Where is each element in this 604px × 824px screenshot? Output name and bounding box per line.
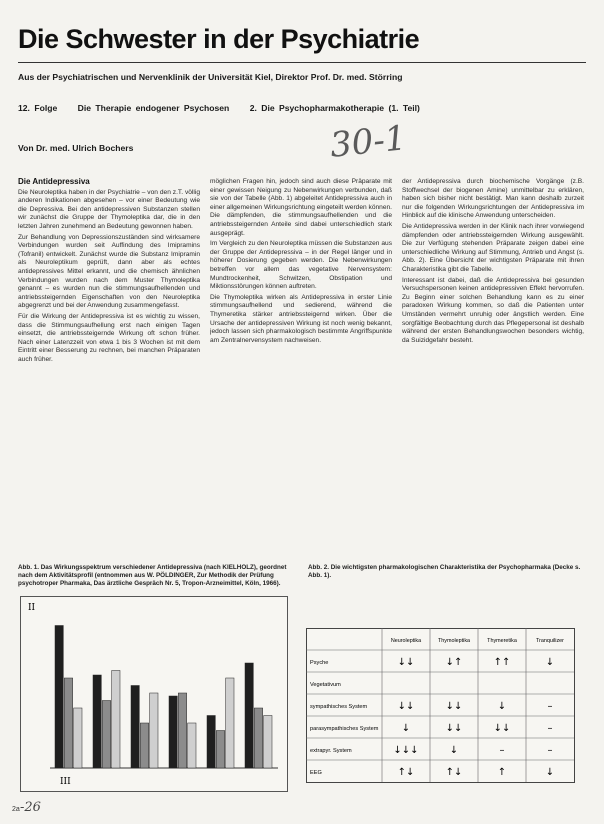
article-title: Die Schwester in der Psychiatrie (18, 24, 420, 54)
effect-arrow: – (547, 701, 553, 712)
section-heading: Die Antidepressiva (18, 178, 90, 186)
effect-arrow: ↓ (497, 701, 507, 712)
figure2-caption: Abb. 2. Die wichtigsten pharmakologischen Charakteristika der Psychopharmaka (Decke s. Abb. 1). (308, 564, 581, 580)
column-header: Neuroleptika (390, 638, 422, 644)
bar (102, 701, 110, 769)
roman-label: III (60, 777, 71, 787)
effect-arrow: ↓ (545, 657, 555, 668)
figure1-bar-chart (20, 596, 288, 792)
row-label: EEG (310, 770, 322, 776)
effect-arrow: ↓ (401, 723, 411, 734)
paragraph: Zur Behandlung von Depressionszuständen sind wirksamere Verbindungen wurden seit Auffindung des Imipramins (Tofranil) entwickelt. Zunächst wurde die Substanz Imipramin als Neuroleptikum geprüft, dann aber als echtes antidepressives Mittel erkannt, und die chemisch ähnlichen Verbindungen wurden nach dem Muster Thymoleptika genannt – es wurden nun die stimmungsaufhellenden und antriebssteigernden Eigenschaften von den Neuroleptika abgegrenzt und bei der Anwendung zusammengefasst. (18, 233, 200, 310)
bar (64, 678, 72, 768)
effect-arrow: – (547, 745, 553, 756)
paragraph: Die Neuroleptika haben in der Psychiatrie – von den z.T. völlig anderen Indikationen abgesehen – vor einer Bedeutung wie die Depressiva. Bei den antidepressiven Substanzen stellen wir zunächst die Gruppe der Thymoleptika dar, die in den letzten Jahren zunehmend an Bedeutung gewonnen haben. (18, 188, 200, 230)
printed-page-number: 2a (12, 806, 20, 813)
bar (55, 626, 63, 769)
effect-arrow: ↓ (545, 767, 555, 778)
effect-arrow: ↓↓ (397, 657, 415, 668)
effect-arrow: ↑↓ (397, 767, 415, 778)
paragraph: Interessant ist dabei, daß die Antidepressiva bei gesunden Versuchspersonen keinen antidepressiven Effekt hervorrufen. Zu Beginn einer solchen Behandlung kann es zu einer paradoxen Wirkung kommen, so daß die Patienten unter Umständen vermehrt unruhig oder ängstlich werden. Eine sorgfältige Beobachtung durch das Pflegepersonal ist deshalb während der ersten Behandlungswochen besonders wichtig, da Suizidgefahr besteht. (402, 276, 584, 344)
series-number: 12. Folge (18, 103, 58, 113)
effect-arrow: – (547, 723, 553, 734)
effect-arrow: ↑↑ (493, 657, 511, 668)
paragraph: Die Thymoleptika wirken als Antidepressiva in erster Linie stimmungsaufhellend und sedierend, während die Thymeretika stärker antriebssteigernd wirken. Über die Ursache der antidepressiven Wirkung ist noch wenig bekannt, jedoch lassen sich pharmakologisch bestimmte Angriffspunkte am Zentralnervensystem nachweisen. (210, 293, 392, 344)
series-line (18, 103, 436, 113)
effect-arrow: ↑↓ (445, 767, 463, 778)
bar (207, 716, 215, 769)
bar (264, 716, 272, 769)
series-topic: Die Therapie endogener Psychosen (77, 103, 230, 113)
paragraph: möglichen Fragen hin, jedoch sind auch diese Präparate mit einer gewissen Neigung zu Nebenwirkungen verbunden, daß sie von der Tabelle (Abb. 1) abgeleitet Antidepressiva auch in einer allgemeinen Wirkungsrichtung eingeteilt werden können. Die dämpfenden, die stimmungsaufhellenden und die antriebssteigernden Anteile sind dabei unterschiedlich stark ausgeprägt. (210, 178, 392, 237)
bar (254, 708, 262, 768)
bar (216, 731, 224, 769)
series-part: 2. Die Psychopharmakotherapie (1. Teil) (249, 103, 420, 113)
bar (178, 693, 186, 768)
bar (74, 708, 82, 768)
column-header: Thymoleptika (437, 638, 471, 644)
title-rule (18, 62, 586, 63)
bar (131, 686, 139, 769)
column-header: Thymeretika (487, 638, 517, 644)
effect-arrow: ↓↓ (493, 723, 511, 734)
author-line: Von Dr. med. Ulrich Bochers (18, 143, 134, 153)
effect-arrow: ↓↓ (397, 701, 415, 712)
paragraph: Die Antidepressiva werden in der Klinik nach ihrer vorwiegend dämpfenden oder antriebssteigernden Wirkung ausgewählt. Die zur Verfügung stehenden Präparate zeigen dabei eine unterschiedliche Wirkung auf Stimmung, Antrieb und Angst (s. Abb. 2). Eine Übersicht der wichtigsten Präparate mit ihren Charakteristika gibt die Tabelle. (402, 222, 584, 273)
row-label: extrapyr. System (310, 748, 352, 754)
bar (93, 675, 101, 768)
bar (140, 723, 148, 768)
row-label: Psyche (310, 660, 329, 666)
bar (150, 693, 158, 768)
effect-arrow: ↓↓↓ (393, 745, 419, 756)
roman-label: II (28, 603, 36, 613)
bar (169, 696, 177, 768)
text-column-1 (18, 178, 200, 548)
paragraph: Für die Wirkung der Antidepressiva ist es wichtig zu wissen, dass die Stimmungsaufhellung erst nach einigen Tagen einsetzt, die antriebssteigernde Wirkung oft schon früher. Nach einer Latenzzeit von etwa 1 bis 3 Wochen ist mit dem Eintritt einer Besserung zu rechnen, bei manchen Präparaten auch früher. (18, 312, 200, 363)
figure1-caption: Abb. 1. Das Wirkungsspektrum verschiedener Antidepressiva (nach KIELHOLZ), geordnet nach dem Aktivitätsprofil (entnommen aus W. PÖLDINGER, Zur Methodik der Prüfung psychotroper Pharmaka, Das ärztliche Gespräch Nr. 5, Tropon-Arzneimittel, Köln, 1966). (18, 564, 287, 588)
effect-arrow: ↑ (497, 767, 507, 778)
text-column-2 (210, 178, 392, 548)
effect-arrow: ↓ (449, 745, 459, 756)
paragraph: der Antidepressiva durch biochemische Vorgänge (z.B. Stoffwechsel der biogenen Amine) unmittelbar zu erklären, haben sich bisher nicht bestätigt. Man kann deshalb zurzeit nur die folgenden Wirkungsrichtungen der Antidepressiva im Hinblick auf die klinische Anwendung unterscheiden. (402, 178, 584, 220)
effect-arrow: ↓↓ (445, 701, 463, 712)
bar (245, 663, 253, 768)
bar (112, 671, 120, 769)
handwritten-mark: 30-1 (328, 118, 409, 166)
bar (188, 723, 196, 768)
effect-arrow: ↓↑ (445, 657, 463, 668)
row-label: sympathisches System (310, 704, 368, 710)
row-label: Vegetativum (310, 682, 341, 688)
affiliation: Aus der Psychiatrischen und Nervenklinik der Universität Kiel, Direktor Prof. Dr. med. Störring (18, 72, 403, 82)
row-label: parasympathisches System (310, 726, 379, 732)
paragraph: Im Vergleich zu den Neuroleptika müssen die Substanzen aus der Gruppe der Antidepressiva – in der Regel länger und in höherer Dosierung gegeben werden. Die Nebenwirkungen betreffen vor allem das vegetative Nervensystem: Mundtrockenheit, Schwitzen, Obstipation und Miktionsstörungen können auftreten. (210, 240, 392, 291)
handwritten-page-number: -26 (20, 800, 41, 815)
column-header: Tranquilizer (536, 638, 564, 644)
effect-arrow: – (499, 745, 505, 756)
text-column-3 (402, 178, 584, 548)
bar (226, 678, 234, 768)
effect-arrow: ↓↓ (445, 723, 463, 734)
figure2-characteristics-table (306, 628, 582, 788)
